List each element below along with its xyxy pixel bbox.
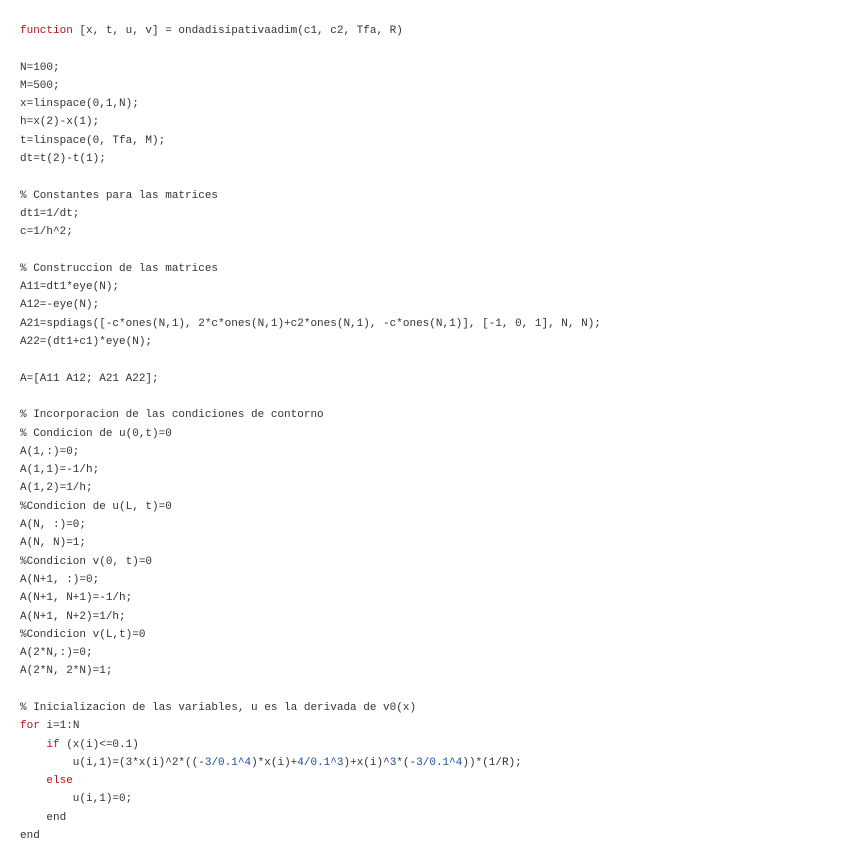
code-text: %Condicion v(0, t)=0: [20, 555, 153, 568]
code-text: (x(i)<=0.1): [59, 738, 139, 751]
code-text: % Incorporacion de las condiciones de contorno: [20, 409, 324, 422]
code-line: [20, 589, 840, 607]
code-text: u(i,1)=(3*x(i)^2*((-: [20, 756, 205, 769]
code-line: [20, 717, 840, 735]
code-text: A(1,1)=-1/h;: [20, 464, 100, 477]
code-line: [20, 534, 840, 552]
code-text: A11=dt1*eye(N);: [20, 281, 120, 294]
code-line: [20, 132, 840, 150]
code-line: [20, 40, 840, 58]
code-line: [20, 223, 840, 241]
code-text: i=1:N: [39, 720, 80, 733]
code-line: [20, 736, 840, 754]
code-text: A21=spdiags([-c*ones(N,1), 2*c*ones(N,1)+c2*ones(N,1), -c*ones(N,1)], [-1, 0, 1], N, N);: [20, 317, 601, 330]
code-text: % Constantes para las matrices: [20, 189, 219, 202]
code-line: [20, 296, 840, 314]
code-number: 3/0.1^4: [204, 756, 252, 769]
code-line: [20, 113, 840, 131]
code-text: u(i,1)=0;: [20, 793, 133, 806]
code-line: [20, 662, 840, 680]
code-text: % Construccion de las matrices: [20, 262, 219, 275]
code-line: [20, 516, 840, 534]
code-line: [20, 772, 840, 790]
code-text: dt1=1/dt;: [20, 207, 80, 220]
code-line: [20, 260, 840, 278]
code-text: t=linspace(0, Tfa, M);: [20, 134, 166, 147]
code-line: [20, 59, 840, 77]
code-line: [20, 498, 840, 516]
code-line: [20, 425, 840, 443]
code-line: [20, 333, 840, 351]
code-line: [20, 571, 840, 589]
code-text: end: [20, 830, 40, 843]
code-text: A(N+1, :)=0;: [20, 573, 100, 586]
code-text: % Condicion de u(0,t)=0: [20, 427, 172, 440]
code-line: [20, 370, 840, 388]
code-line: [20, 681, 840, 699]
code-text: end: [20, 811, 67, 824]
code-keyword: else: [46, 775, 73, 788]
code-text: A(2*N, 2*N)=1;: [20, 665, 113, 678]
code-text: ))*(1/R);: [462, 756, 522, 769]
code-line: [20, 168, 840, 186]
code-text: dt=t(2)-t(1);: [20, 153, 106, 166]
code-line: [20, 553, 840, 571]
code-text: [20, 775, 46, 787]
code-text: N=100;: [20, 61, 60, 74]
code-line: [20, 644, 840, 662]
code-text: [x, t, u, v] = ondadisipativaadim(c1, c2, Tfa, R): [72, 25, 403, 37]
code-text: %Condicion de u(L, t)=0: [20, 500, 172, 513]
code-text: A(N+1, N+2)=1/h;: [20, 610, 126, 623]
code-number: 3: [389, 756, 397, 769]
code-line: [20, 827, 840, 845]
code-text: A(N+1, N+1)=-1/h;: [20, 592, 133, 605]
code-line: [20, 22, 840, 40]
code-text: A12=-eye(N);: [20, 299, 100, 312]
code-line: [20, 479, 840, 497]
code-line: [20, 315, 840, 333]
code-line: [20, 626, 840, 644]
code-number: 3/0.1^4: [416, 756, 463, 769]
code-text: )+x(i)^: [343, 756, 390, 769]
code-line: [20, 351, 840, 369]
code-text: )*x(i)+: [251, 756, 298, 769]
code-number: 4/0.1^3: [297, 756, 344, 769]
code-text: A=[A11 A12; A21 A22];: [20, 372, 159, 385]
code-text: h=x(2)-x(1);: [20, 116, 100, 129]
code-line: [20, 150, 840, 168]
code-text: M=500;: [20, 79, 60, 92]
code-line: [20, 406, 840, 424]
code-keyword: if: [46, 738, 60, 751]
code-text: %Condicion v(L,t)=0: [20, 628, 146, 641]
code-line: [20, 443, 840, 461]
code-text: A(2*N,:)=0;: [20, 647, 93, 660]
code-text: A(N, :)=0;: [20, 519, 87, 532]
code-text: [20, 739, 46, 751]
code-text: % Inicializacion de las variables, u es la derivada de v0(x): [20, 701, 417, 714]
code-line: [20, 278, 840, 296]
code-text: A(N, N)=1;: [20, 537, 87, 550]
code-line: [20, 699, 840, 717]
code-text: A(1,:)=0;: [20, 445, 80, 458]
code-line: [20, 790, 840, 808]
code-line: [20, 754, 840, 772]
code-text: *(-: [396, 756, 417, 769]
code-line: [20, 608, 840, 626]
code-text: c=1/h^2;: [20, 226, 73, 239]
code-line: [20, 187, 840, 205]
code-line: [20, 242, 840, 260]
code-line: [20, 77, 840, 95]
code-line: [20, 95, 840, 113]
code-text: x=linspace(0,1,N);: [20, 98, 139, 111]
code-editor[interactable]: [20, 22, 840, 845]
code-line: [20, 809, 840, 827]
code-keyword: for: [20, 720, 40, 733]
code-keyword: function: [20, 25, 73, 37]
code-line: [20, 461, 840, 479]
code-text: A22=(dt1+c1)*eye(N);: [20, 336, 153, 349]
code-line: [20, 205, 840, 223]
code-text: A(1,2)=1/h;: [20, 482, 93, 495]
code-line: [20, 388, 840, 406]
